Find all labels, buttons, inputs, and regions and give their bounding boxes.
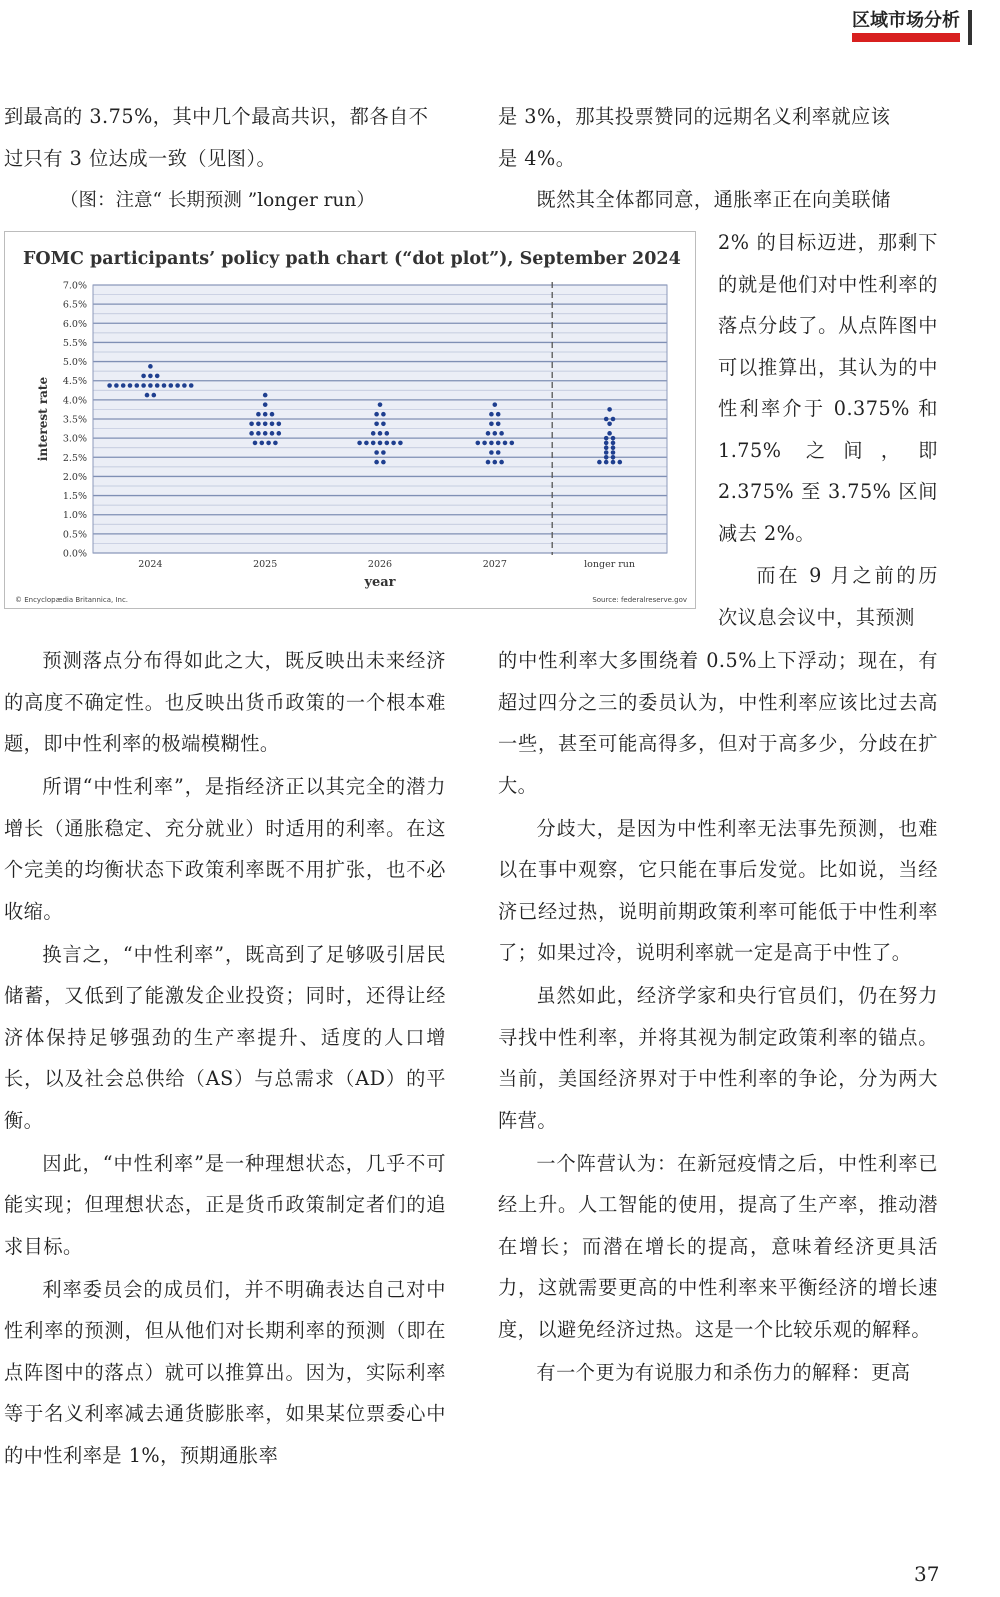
paragraph: 而在 9 月之前的历次议息会议中，其预测 [718, 564, 938, 629]
dot-plot-point [381, 450, 386, 455]
text-line: 既然其全体都同意，通胀率正在向美联储 [536, 188, 891, 211]
dot-plot-point [607, 421, 612, 426]
chart-title: FOMC participants’ policy path chart (“dot plot”), September 2024 [23, 249, 681, 269]
right-column-top [498, 96, 938, 221]
figure-caption: （图：注意“ 长期预测 ”longer run） [60, 190, 375, 211]
left-column-top [4, 96, 446, 179]
dot-plot-point [482, 441, 487, 446]
dot-plot-point [378, 402, 383, 407]
y-tick-label: 2.5% [62, 452, 87, 464]
dot-plot-point [381, 460, 386, 465]
dot-plot-point [374, 421, 379, 426]
dot-plot-point [148, 383, 153, 388]
dot-plot-point [263, 412, 268, 417]
dot-plot-point [260, 441, 265, 446]
dot-plot-point [385, 431, 390, 436]
right-column-narrow [718, 222, 938, 554]
section-accent-bar [852, 33, 960, 42]
dot-plot-point [493, 431, 498, 436]
dot-plot-point [270, 431, 275, 436]
right-column-body [498, 640, 938, 1393]
dot-plot-point [391, 441, 396, 446]
dot-plot-point [155, 374, 160, 379]
dot-plot-point [604, 455, 609, 460]
dot-plot-point [256, 431, 261, 436]
dot-plot-point [611, 445, 616, 450]
dot-plot-point [493, 460, 498, 465]
dot-plot-point [169, 383, 174, 388]
paragraph: 利率委员会的成员们，并不明确表达自己对中性利率的预测，但从他们对长期利率的预测（即在点阵图中的落点）就可以推算出。因为，实际利率等于名义利率减去通货膨胀率，如果某位票委心中的中性利率是 1%，预期通胀率 [4, 1277, 446, 1467]
dot-plot-point [189, 383, 194, 388]
dot-plot-point [611, 436, 616, 441]
dot-plot-point [385, 441, 390, 446]
dot-plot-point [128, 383, 133, 388]
dot-plot-point [493, 402, 498, 407]
y-tick-label: 4.5% [62, 376, 87, 388]
x-tick-label: 2025 [253, 559, 278, 570]
dot-plot-point [182, 383, 187, 388]
dot-plot-point [121, 383, 126, 388]
dot-plot-point [253, 441, 258, 446]
dot-plot-point [374, 450, 379, 455]
dot-plot-point [381, 412, 386, 417]
paragraph: 有一个更为有说服力和杀伤力的解释：更高 [536, 1360, 911, 1384]
dot-plot-point [611, 455, 616, 460]
dot-plot-point [263, 402, 268, 407]
text-line: 到最高的 3.75%，其中几个最高共识，都各自不 [4, 105, 429, 128]
paragraph: 所谓“中性利率”，是指经济正以其完全的潜力增长（通胀稳定、充分就业）时适用的利率。在这个完美的均衡状态下政策利率既不用扩张，也不必收缩。 [4, 775, 446, 923]
dot-plot-point [277, 431, 282, 436]
dot-plot-point [489, 412, 494, 417]
dot-plot-point [611, 417, 616, 422]
section-divider [968, 10, 972, 45]
x-tick-label: 2024 [138, 559, 163, 570]
dot-plot-point [270, 412, 275, 417]
y-tick-label: 3.5% [62, 414, 87, 426]
dot-plot-point [263, 393, 268, 398]
dot-plot-point [496, 441, 501, 446]
dot-plot-point [371, 431, 376, 436]
dot-plot-point [374, 460, 379, 465]
dot-plot-point [155, 383, 160, 388]
dot-plot-point [270, 421, 275, 426]
dot-plot-point [604, 460, 609, 465]
y-tick-label: 0.0% [62, 548, 87, 560]
dot-plot-point [374, 412, 379, 417]
y-tick-label: 7.0% [62, 280, 87, 292]
dot-plot-point [486, 431, 491, 436]
dot-plot-point [604, 417, 609, 422]
dot-plot-point [114, 383, 119, 388]
page-number: 37 [914, 1562, 940, 1586]
dot-plot-point [597, 460, 602, 465]
dot-plot-point [604, 441, 609, 446]
chart-x-axis-label: year [364, 575, 396, 590]
dot-plot-point [496, 421, 501, 426]
dot-plot-point [398, 441, 403, 446]
dot-plot-point [256, 412, 261, 417]
paragraph: 分歧大，是因为中性利率无法事先预测，也难以在事中观察，它只能在事后发觉。比如说，当经济已经过热，说明前期政策利率可能低于中性利率了；如果过冷，说明利率就一定是高于中性了。 [498, 816, 938, 964]
dot-plot-point [381, 421, 386, 426]
section-label: 区域市场分析 [852, 10, 960, 31]
y-tick-label: 4.0% [62, 395, 87, 407]
paragraph: 的中性利率大多围绕着 0.5%上下浮动；现在，有超过四分之三的委员认为，中性利率应该比过去高一些，甚至可能高得多，但对于高多少，分歧在扩大。 [498, 649, 938, 797]
dot-plot-point [162, 383, 167, 388]
dot-plot-point [249, 421, 254, 426]
chart-y-axis-label: interest rate [36, 376, 50, 462]
dot-plot-point [256, 421, 261, 426]
dot-plot-point [510, 441, 515, 446]
y-tick-label: 5.0% [62, 357, 87, 369]
right-column-narrow-2 [718, 555, 938, 638]
paragraph: 换言之，“中性利率”，既高到了足够吸引居民储蓄，又低到了能激发企业投资；同时，还得让经济体保持足够强劲的生产率提升、适度的人口增长，以及社会总供给（AS）与总需求（AD）的平衡。 [4, 942, 446, 1132]
dot-plot-point [263, 421, 268, 426]
dot-plot-point [496, 450, 501, 455]
dot-plot-point [611, 441, 616, 446]
paragraph: 因此，“中性利率”是一种理想状态，几乎不可能实现；但理想状态，正是货币政策制定者们的追求目标。 [4, 1151, 446, 1258]
y-tick-label: 5.5% [62, 337, 87, 349]
left-column-body [4, 640, 446, 1476]
dot-plot-point [266, 441, 271, 446]
paragraph: 一个阵营认为：在新冠疫情之后，中性利率已经上升。人工智能的使用，提高了生产率，推动潜在增长；而潜在增长的提高，意味着经济更具活力，这就需要更高的中性利率来平衡经济的增长速度，以避免经济过热。这是一个比较乐观的解释。 [498, 1151, 938, 1341]
dot-plot-point [499, 460, 504, 465]
dot-plot-point [489, 421, 494, 426]
dot-plot-point [378, 431, 383, 436]
dot-plot-point [604, 450, 609, 455]
dot-plot-point [476, 441, 481, 446]
y-tick-label: 0.5% [62, 529, 87, 541]
paragraph: 预测落点分布得如此之大，既反映出未来经济的高度不确定性。也反映出货币政策的一个根本难题，即中性利率的极端模糊性。 [4, 649, 446, 755]
dot-plot-point [499, 431, 504, 436]
dot-plot-point [607, 431, 612, 436]
dot-plot-point [486, 460, 491, 465]
y-tick-label: 1.0% [62, 510, 87, 522]
paragraph: 2% 的目标迈进，那剩下的就是他们对中性利率的落点分歧了。从点阵图中可以推算出，其认为的中性利率介于 0.375% 和 1.75% 之间，即 2.375% 至 3.75% 区间减去 2%。 [718, 231, 938, 545]
dot-plot-point [107, 383, 112, 388]
dot-plot-chart [5, 232, 695, 608]
x-tick-label: 2026 [367, 559, 393, 570]
dot-plot-point [175, 383, 180, 388]
chart-source: Source: federalreserve.gov [592, 596, 687, 604]
dot-plot-figure [4, 231, 696, 609]
paragraph: 虽然如此，经济学家和央行官员们，仍在努力寻找中性利率，并将其视为制定政策利率的锚点。当前，美国经济界对于中性利率的争论，分为两大阵营。 [498, 984, 938, 1132]
y-tick-label: 1.5% [62, 491, 87, 503]
dot-plot-point [148, 364, 153, 369]
y-tick-label: 6.5% [62, 299, 87, 311]
dot-plot-point [141, 374, 146, 379]
dot-plot-point [357, 441, 362, 446]
dot-plot-point [611, 460, 616, 465]
dot-plot-point [618, 460, 623, 465]
dot-plot-point [277, 421, 282, 426]
text-line: 是 3%，那其投票赞同的远期名义利率就应该 [498, 105, 891, 128]
dot-plot-point [135, 383, 140, 388]
dot-plot-point [249, 431, 254, 436]
text-line: 过只有 3 位达成一致（见图）。 [4, 146, 277, 170]
dot-plot-point [152, 393, 157, 398]
dot-plot-point [496, 412, 501, 417]
dot-plot-point [489, 441, 494, 446]
x-tick-label: 2027 [482, 559, 507, 570]
dot-plot-point [263, 431, 268, 436]
dot-plot-point [604, 436, 609, 441]
dot-plot-point [364, 441, 369, 446]
dot-plot-point [371, 441, 376, 446]
y-tick-label: 2.0% [62, 471, 87, 483]
dot-plot-point [604, 445, 609, 450]
dot-plot-point [148, 374, 153, 379]
dot-plot-point [273, 441, 278, 446]
dot-plot-point [503, 441, 508, 446]
x-tick-label: longer run [584, 559, 636, 570]
text-line: 是 4%。 [498, 146, 576, 170]
y-tick-label: 6.0% [62, 318, 87, 330]
chart-credit: © Encyclopædia Britannica, Inc. [15, 596, 129, 604]
dot-plot-point [145, 393, 150, 398]
dot-plot-point [607, 407, 612, 412]
dot-plot-point [489, 450, 494, 455]
dot-plot-point [378, 441, 383, 446]
dot-plot-point [141, 383, 146, 388]
y-tick-label: 3.0% [62, 433, 87, 445]
dot-plot-point [611, 450, 616, 455]
